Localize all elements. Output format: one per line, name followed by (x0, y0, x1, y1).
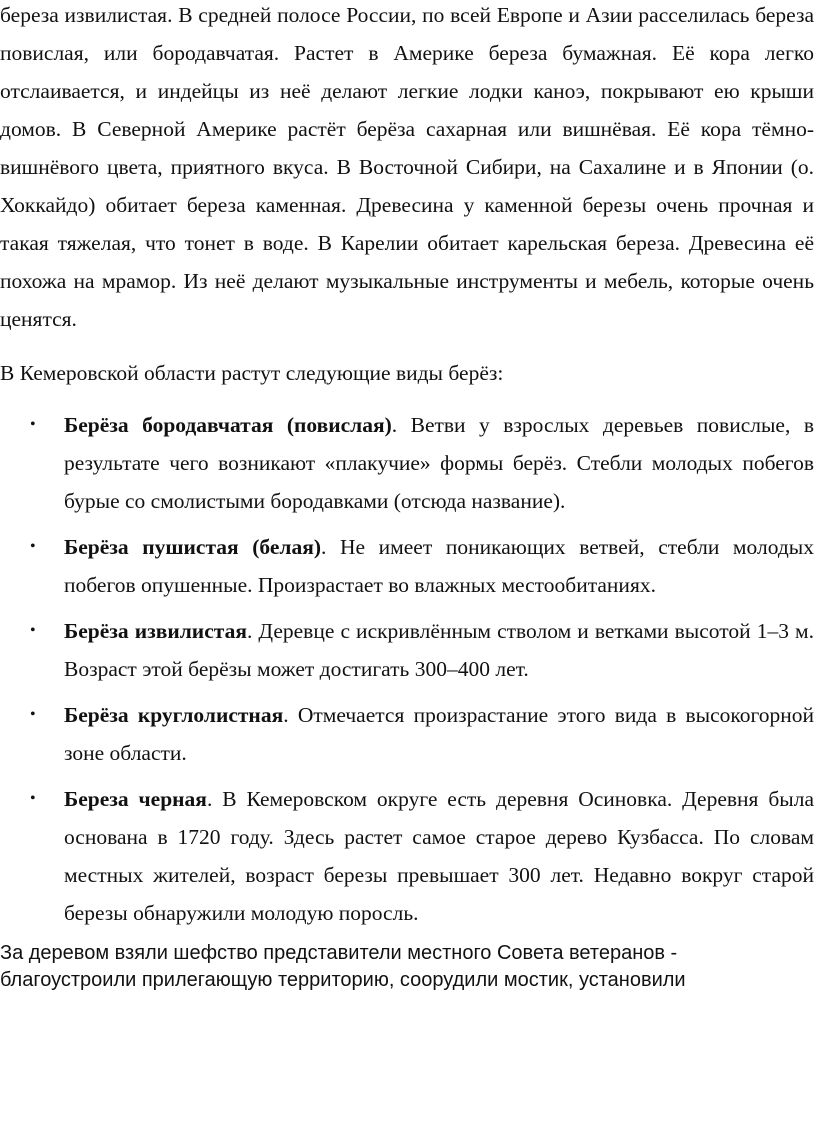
paragraph-veterans-council: За деревом взяли шефство представители местного Совета ветеранов - благоустроили прилегающую территорию, соорудили мостик, установили (0, 942, 686, 991)
bullet-icon: • (30, 790, 36, 807)
species-term: Берёза пушистая (белая) (64, 535, 322, 559)
list-item (0, 528, 814, 604)
bullet-icon: • (30, 416, 36, 433)
paragraph-kemerovo-intro: В Кемеровской области растут следующие виды берёз: (0, 361, 504, 385)
species-description: . Деревце с искривлённым стволом и ветками высотой 1–3 м. Возраст этой берёзы может достигать 300–400 лет. (64, 619, 814, 681)
bullet-icon: • (30, 706, 36, 723)
paragraph-birch-species-world: береза извилистая. В средней полосе России, по всей Европе и Азии расселилась береза повислая, или бородавчатая. Растет в Америке береза бумажная. Её кора легко отслаивается, и индейцы из неё делают легкие лодки каноэ, покрывают ею крыши домов. В Северной Америке растёт берёза сахарная или вишнёвая. Её кора тёмно-вишнёвого цвета, приятного вкуса. В Восточной Сибири, на Сахалине и в Японии (о. Хоккайдо) обитает береза каменная. Древесина у каменной березы очень прочная и такая тяжелая, что тонет в воде. В Карелии обитает карельская береза. Древесина её похожа на мрамор. Из неё делают музыкальные инструменты и мебель, которые очень ценятся. (0, 3, 814, 331)
species-term: Берёза бородавчатая (повислая) (64, 413, 392, 437)
species-term: Береза черная (64, 787, 207, 811)
list-item (0, 780, 814, 932)
species-description: . Ветви у взрослых деревьев повислые, в результате чего возникают «плакучие» формы берёз. Стебли молодых побегов бурые со смолистыми бородавками (отсюда название). (64, 413, 814, 513)
list-item (0, 406, 814, 520)
species-list (0, 406, 816, 932)
bullet-icon: • (30, 538, 36, 555)
species-description: . Отмечается произрастание этого вида в высокогорной зоне области. (64, 703, 815, 765)
species-term: Берёза извилистая (64, 619, 247, 643)
species-description: . В Кемеровском округе есть деревня Осиновка. Деревня была основана в 1720 году. Здесь растет самое старое дерево Кузбасса. По словам местных жителей, возраст березы превышает 300 лет. Недавно вокруг старой березы обнаружили молодую поросль. (64, 787, 814, 925)
bullet-icon: • (30, 622, 36, 639)
species-description: . Не имеет поникающих ветвей, стебли молодых побегов опушенные. Произрастает во влажных местообитаниях. (64, 535, 814, 597)
list-item (0, 612, 814, 688)
species-term: Берёза круглолистная (64, 703, 284, 727)
list-item (0, 696, 814, 772)
